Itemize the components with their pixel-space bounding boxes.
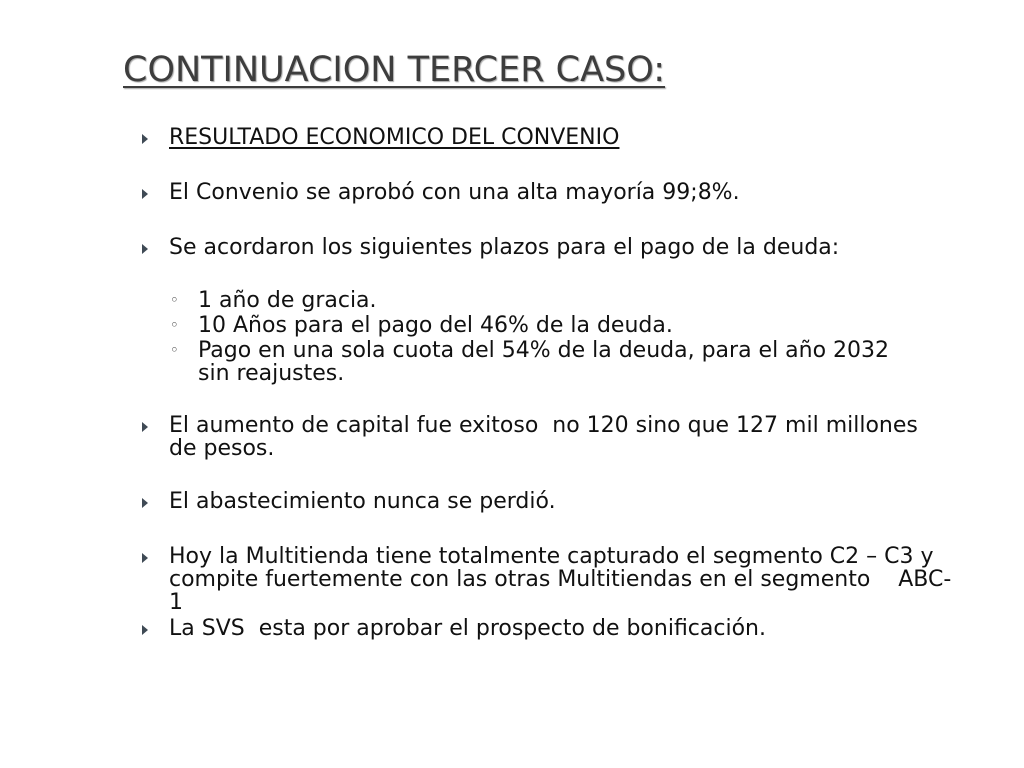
arrow-bullet-icon <box>142 244 148 254</box>
sub-bullet-text: Pago en una sola cuota del 54% de la deuda, para el año 2032 sin reajustes. <box>198 338 890 386</box>
circle-bullet-icon: ◦ <box>170 341 179 359</box>
bullet-text: Se acordaron los siguientes plazos para el pago de la deuda: <box>169 235 840 260</box>
arrow-bullet-icon <box>142 625 148 635</box>
arrow-bullet-icon <box>142 189 148 199</box>
bullet-text: La SVS esta por aprobar el prospecto de bonificación. <box>169 616 766 641</box>
arrow-bullet-icon <box>142 422 148 432</box>
arrow-bullet-icon <box>142 498 148 508</box>
bullet-text: RESULTADO ECONOMICO DEL CONVENIO <box>169 125 620 150</box>
sub-bullet-text: 10 Años para el pago del 46% de la deuda. <box>198 313 673 338</box>
bullet-text: El Convenio se aprobó con una alta mayoría 99;8%. <box>169 180 740 205</box>
circle-bullet-icon: ◦ <box>170 316 179 334</box>
slide-title: CONTINUACION TERCER CASO: <box>123 50 666 90</box>
arrow-bullet-icon <box>142 553 148 563</box>
sub-bullet-text: 1 año de gracia. <box>198 288 377 313</box>
circle-bullet-icon: ◦ <box>170 291 179 309</box>
bullet-text: El aumento de capital fue exitoso no 120 sino que 127 mil millones de pesos. <box>169 413 925 461</box>
arrow-bullet-icon <box>142 134 148 144</box>
bullet-text: Hoy la Multitienda tiene totalmente capturado el segmento C2 – C3 y compite fuertemente con las otras Multitiendas en el segmento ABC-1 <box>169 544 952 615</box>
bullet-text: El abastecimiento nunca se perdió. <box>169 489 556 514</box>
